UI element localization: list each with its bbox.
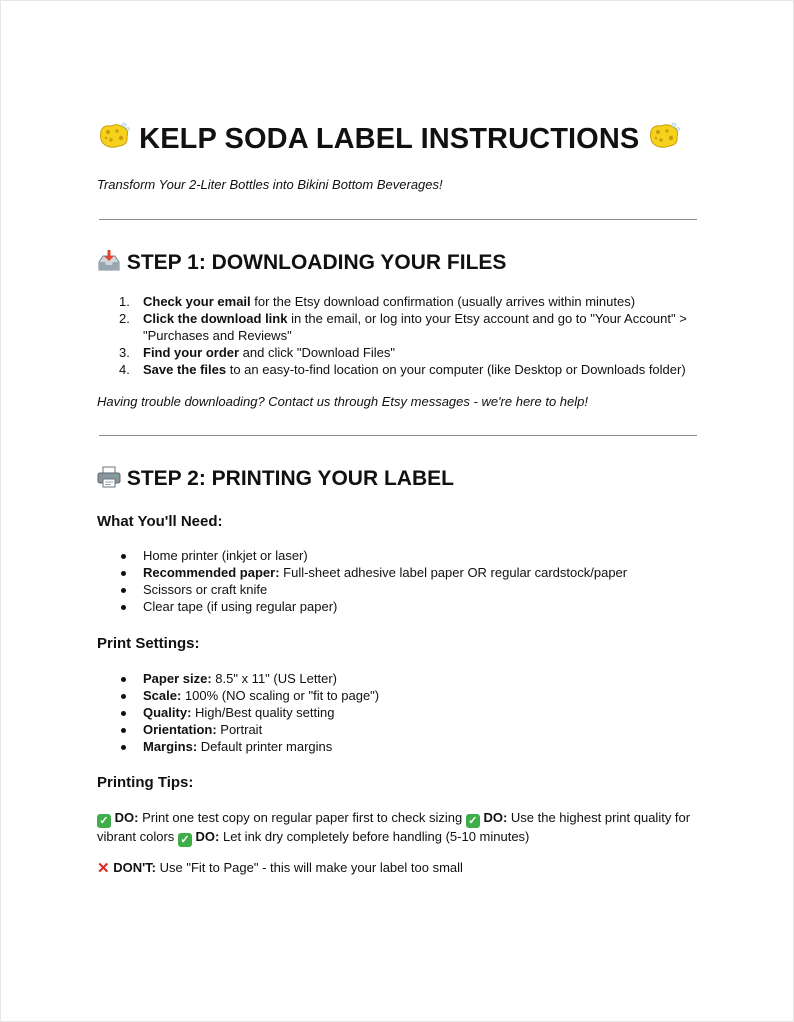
list-item-text: Default printer margins	[197, 739, 333, 754]
divider	[99, 219, 697, 220]
check-mark-icon: ✓	[97, 814, 111, 828]
divider	[99, 435, 697, 436]
list-item-bold: Scale:	[143, 688, 182, 703]
list-item-bold: Quality:	[143, 705, 192, 720]
sponge-icon	[647, 121, 681, 159]
list-item	[97, 293, 689, 310]
step2-heading-text: STEP 2: PRINTING YOUR LABEL	[126, 467, 454, 490]
tip-text: Let ink dry completely before handling (5-10 minutes)	[219, 829, 530, 844]
title-text: KELP SODA LABEL INSTRUCTIONS	[139, 123, 640, 155]
list-item-text: in the email, or log into your Etsy account and go to "Your Account" > "Purchases and Reviews"	[143, 311, 687, 343]
tip-label: DO:	[195, 829, 220, 844]
supplies-list	[97, 547, 689, 615]
list-item-bold: Click the download link	[143, 311, 288, 326]
tip-text: Use "Fit to Page" - this will make your label too small	[156, 860, 463, 875]
list-item	[97, 721, 689, 738]
list-item-bold: Recommended paper:	[143, 565, 280, 580]
list-number: 1.	[119, 294, 130, 309]
list-number: 2.	[119, 311, 130, 326]
list-item	[97, 670, 689, 687]
page-title	[97, 121, 681, 159]
list-item-text: 8.5" x 11" (US Letter)	[211, 671, 337, 686]
list-item-text: High/Best quality setting	[191, 705, 335, 720]
list-item	[97, 310, 689, 344]
list-item	[97, 581, 689, 598]
tip-label: DON'T:	[113, 860, 157, 875]
list-item-bold: Paper size:	[143, 671, 212, 686]
list-item-bold: Check your email	[143, 294, 251, 309]
check-mark-icon: ✓	[466, 814, 480, 828]
page-subtitle: Transform Your 2-Liter Bottles into Bikini Bottom Beverages!	[97, 177, 443, 192]
printing-tips-do	[97, 809, 697, 847]
tip-label: DO:	[483, 810, 508, 825]
list-item-text: Full-sheet adhesive label paper OR regular cardstock/paper	[279, 565, 628, 580]
download-help-note: Having trouble downloading? Contact us through Etsy messages - we're here to help!	[97, 394, 588, 409]
tip-label: DO:	[114, 810, 139, 825]
list-item	[97, 547, 689, 564]
print-settings-list	[97, 670, 689, 755]
list-item-text: and click "Download Files"	[239, 345, 395, 360]
tip-text: Print one test copy on regular paper first to check sizing	[138, 810, 466, 825]
step1-heading	[97, 250, 506, 278]
printer-icon	[97, 466, 121, 494]
list-item-text: 100% (NO scaling or "fit to page")	[181, 688, 380, 703]
inbox-tray-icon	[97, 250, 121, 278]
step1-heading-text: STEP 1: DOWNLOADING YOUR FILES	[126, 251, 507, 274]
what-you-need-heading: What You'll Need:	[97, 513, 223, 530]
list-item-bold: Orientation:	[143, 722, 217, 737]
printing-tips-dont	[97, 859, 697, 877]
step2-heading	[97, 466, 454, 494]
list-item-bold: Find your order	[143, 345, 240, 360]
printing-tips-heading: Printing Tips:	[97, 774, 194, 791]
list-item	[97, 564, 689, 581]
list-item	[97, 687, 689, 704]
list-item-text: Portrait	[216, 722, 263, 737]
list-item	[97, 344, 689, 361]
list-item-text: Home printer (inkjet or laser)	[143, 548, 308, 563]
list-item	[97, 598, 689, 615]
list-item-text: Scissors or craft knife	[143, 582, 268, 597]
list-item	[97, 738, 689, 755]
list-item-text: to an easy-to-find location on your computer (like Desktop or Downloads folder)	[226, 362, 686, 377]
print-settings-heading: Print Settings:	[97, 635, 200, 652]
list-item-text: Clear tape (if using regular paper)	[143, 599, 338, 614]
list-item-bold: Save the files	[143, 362, 227, 377]
list-number: 3.	[119, 345, 130, 360]
list-item	[97, 704, 689, 721]
list-item	[97, 361, 689, 378]
download-steps-list	[97, 293, 689, 378]
sponge-icon	[97, 121, 131, 159]
check-mark-icon: ✓	[178, 833, 192, 847]
tip-text: Use the highest print quality for vibrant colors	[97, 810, 691, 844]
list-item-bold: Margins:	[143, 739, 198, 754]
list-item-text: for the Etsy download confirmation (usually arrives within minutes)	[250, 294, 636, 309]
cross-mark-icon: ✕	[97, 860, 110, 877]
list-number: 4.	[119, 362, 130, 377]
